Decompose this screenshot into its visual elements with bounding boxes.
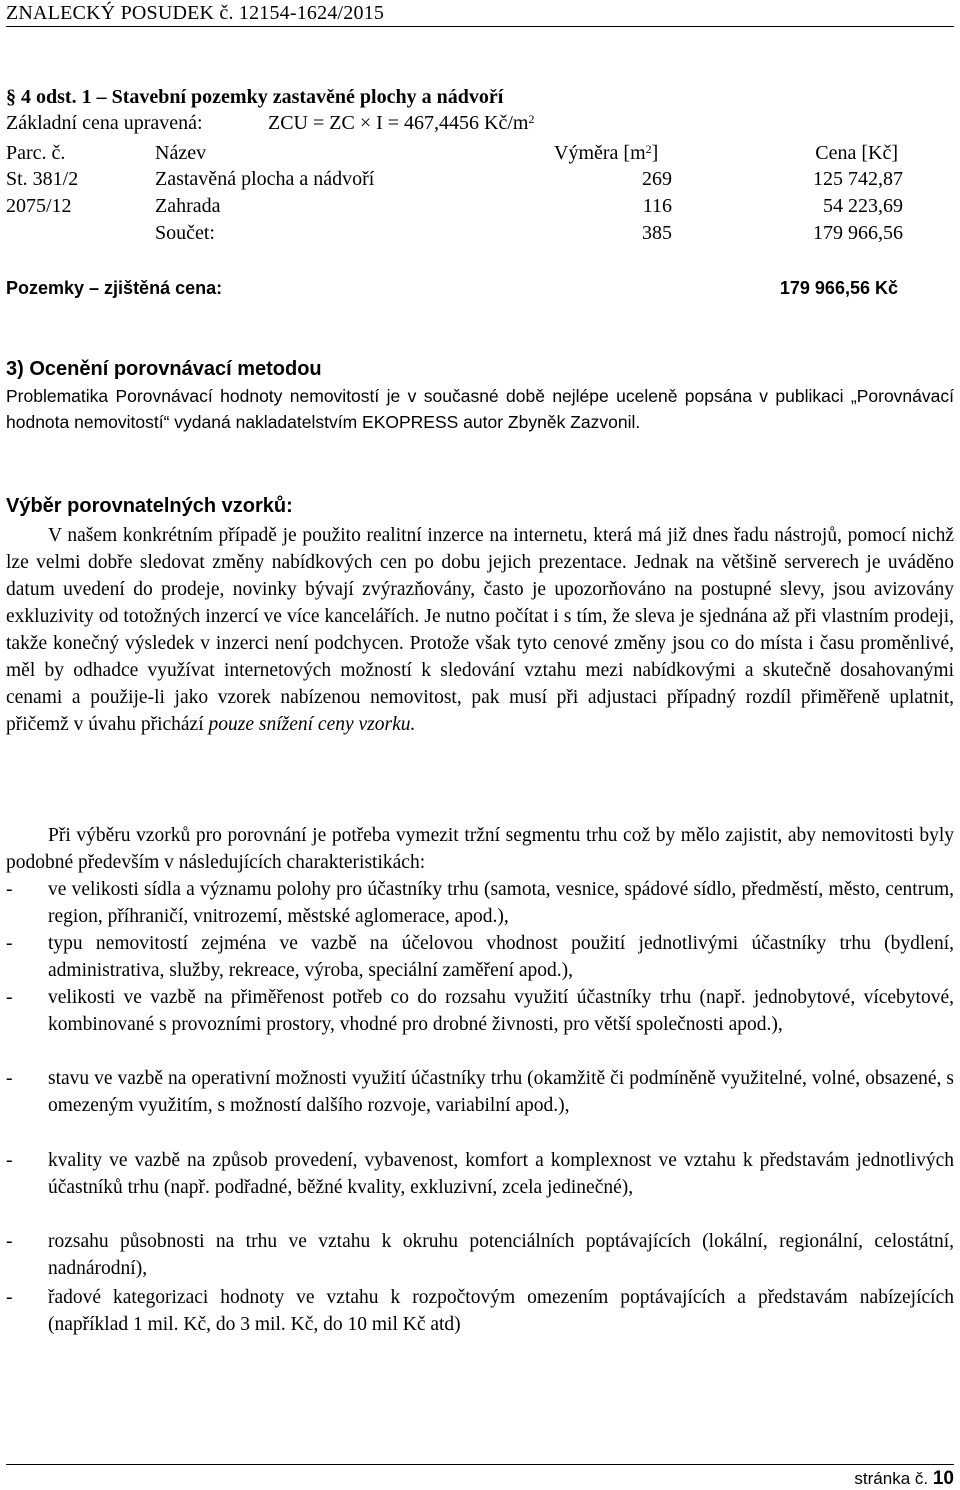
intro-paragraph: Problematika Porovnávací hodnoty nemovitostí je v současné době nejlépe uceleně popsána v publikaci „Porovnávací hodnota nemovitostí“ vydaná nakladatelstvím EKOPRESS autor Zbyněk Zazvonil. — [6, 386, 954, 432]
list-item: - stavu ve vazbě na operativní možnosti využití účastníky trhu (okamžitě či podmíněně využitelné, volné, obsazené, s omezeným využitím, s možností dalšího rozvoje, variabilní apod.), — [6, 1068, 954, 1116]
page-number: 10 — [932, 1468, 954, 1489]
list-item: - řadové kategorizaci hodnoty ve vztahu k rozpočtovým omezením poptávajících a představám nabízejících (například 1 mil. Kč, do 3 mil. Kč, do 10 mil Kč atd) — [6, 1287, 954, 1335]
document-title: ZNALECKÝ POSUDEK č. 12154-1624/2015 — [6, 2, 385, 24]
footer-divider — [6, 1464, 954, 1465]
section-4-heading: § 4 odst. 1 – Stavební pozemky zastavěné plochy a nádvoří — [6, 86, 504, 108]
land-price-value: 179 966,56 Kč — [779, 278, 898, 298]
sum-area: 385 — [642, 222, 672, 244]
list-item: - kvality ve vazbě na způsob provedení, vybavenost, komfort a komplexnost ve vztahu k představám jednotlivých účastníků trhu (např. podřadné, běžné kvality, exkluzivní, zcela jedinečné), — [6, 1150, 954, 1198]
page-footer — [854, 1468, 954, 1490]
col-header-price: Cena [Kč] — [815, 142, 898, 164]
table-row-name: Zastavěná plocha a nádvoří — [155, 168, 375, 190]
list-item: - typu nemovitostí zejména ve vazbě na účelovou vhodnost použití jednotlivými účastníky trhu (bydlení, administrativa, služby, rekreace, výroba, speciální zaměření apod.), — [6, 933, 954, 981]
list-item: - ve velikosti sídla a významu polohy pro účastníky trhu (samota, vesnice, spádové sídlo, předměstí, město, centrum, region, příhraničí, vnitrozemí, městské aglomerace, apod.), — [6, 879, 954, 927]
table-row-price: 54 223,69 — [823, 195, 903, 217]
sum-price: 179 966,56 — [813, 222, 903, 244]
segment-intro-paragraph: Při výběru vzorků pro porovnání je potřeba vymezit tržní segmentu trhu což by mělo zajistit, aby nemovitosti byly podobné především v následujících charakteristikách: — [6, 825, 954, 873]
page-label: stránka č. — [854, 1469, 929, 1488]
section-3-heading: 3) Ocenění porovnávací metodou — [6, 358, 322, 380]
table-row-area: 269 — [642, 168, 672, 190]
land-price-label: Pozemky – zjištěná cena: — [6, 278, 223, 298]
col-header-area: Výměra $[m^2]$ — [554, 142, 659, 164]
base-price-label: Základní cena upravená: — [6, 112, 203, 134]
selection-heading: Výběr porovnatelných vzorků: — [6, 495, 293, 517]
table-row-area: 116 — [642, 195, 672, 217]
selection-paragraph: V našem konkrétním případě je použito realitní inzerce na internetu, která má již dnes řadu nástrojů, pomocí nichž lze velmi dobře sledovat změny nabídkových cen po dobu jejich prezentace. Jednak na většině serverech je uváděno datum uvedení do prodeje, novinky bývají zvýrazňovány, často je upozorňováno na postupné slevy, jsou avizovány exkluzivity od totožných inzercí ve více kancelářích. Je nutno počítat i s tím, že sleva je sjednána až při vlastním prodeji, takže konečný výsledek v inzerci není podchycen. Protože však tyto cenové změny jsou co do místa i času proměnlivé, měl by odhadce využívat internetových možností k sledování vztahu mezi nabídkovými a skutečně dosahovanými cenami a použije-li jako vzorek nabízenou nemovitost, pak musí při adjustaci případný rozdíl přiměřeně uplatnit, přičemž v úvahu přichází pouze snížení ceny vzorku. — [6, 525, 954, 735]
sum-label: Součet: — [155, 222, 215, 244]
base-price-formula: ZCU = ZC × I = 467,4456 $Kč/m^2$ — [268, 112, 535, 134]
table-row-price: 125 742,87 — [813, 168, 903, 190]
table-row-parcel: 2075/12 — [6, 195, 72, 217]
selection-emphasis: pouze snížení ceny vzorku. — [208, 714, 416, 735]
table-row-parcel: St. 381/2 — [6, 168, 79, 190]
list-item: - velikosti ve vazbě na přiměřenost potřeb co do rozsahu využití účastníky trhu (např. jednobytové, vícebytové, kombinované s provozními prostory, vhodné pro drobné živnosti, pro větší společnosti apod.), — [6, 987, 954, 1035]
col-header-parcel: Parc. č. — [6, 142, 66, 164]
table-row-name: Zahrada — [155, 195, 221, 217]
list-item: - rozsahu působnosti na trhu ve vztahu k okruhu potenciálních poptávajících (lokální, regionální, celostátní, nadnárodní), — [6, 1231, 954, 1279]
page-header — [6, 0, 954, 27]
col-header-name: Název — [155, 142, 207, 164]
